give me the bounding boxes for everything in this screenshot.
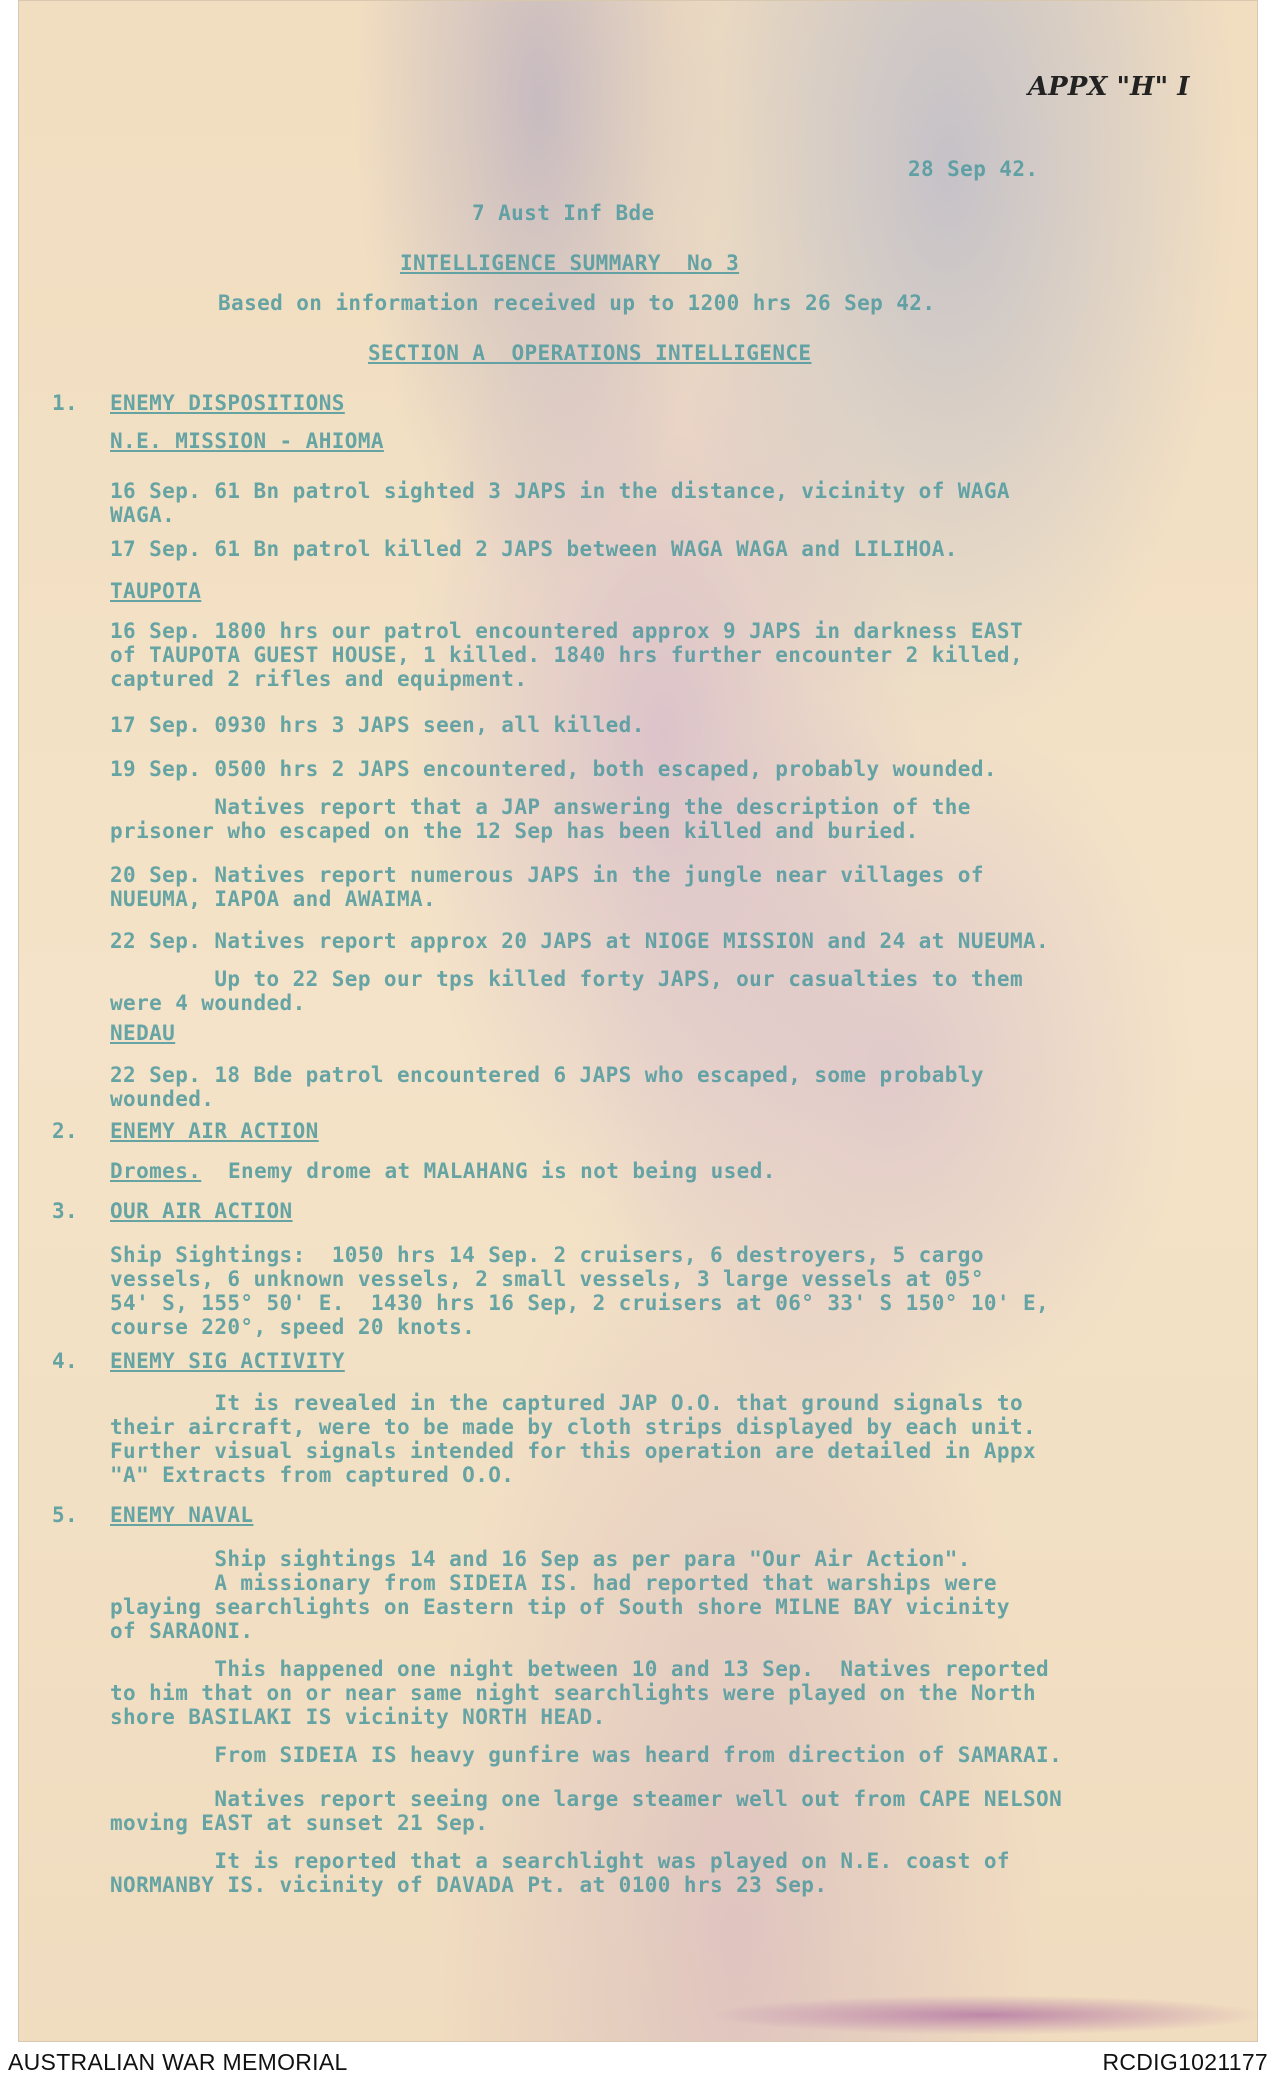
para-number: 5. [52, 1503, 79, 1527]
text-line: 16 Sep. 61 Bn patrol sighted 3 JAPS in the distance, vicinity of WAGA [110, 479, 1010, 503]
unit-name: 7 Aust Inf Bde [472, 201, 655, 225]
text-line: playing searchlights on Eastern tip of South shore MILNE BAY vicinity [110, 1595, 1010, 1619]
text-line: prisoner who escaped on the 12 Sep has been killed and buried. [110, 819, 919, 843]
sub-heading: NEDAU [110, 1021, 176, 1045]
text-line: It is revealed in the captured JAP O.O. that ground signals to [110, 1391, 1024, 1415]
text-line: 22 Sep. 18 Bde patrol encountered 6 JAPS who escaped, some probably [110, 1063, 984, 1087]
para-number: 1. [52, 391, 79, 415]
text-line: Natives report that a JAP answering the description of the [110, 795, 971, 819]
text-line: NORMANBY IS. vicinity of DAVADA Pt. at 0100 hrs 23 Sep. [110, 1873, 828, 1897]
text-line: 20 Sep. Natives report numerous JAPS in the jungle near villages of [110, 863, 984, 887]
text-line: 17 Sep. 61 Bn patrol killed 2 JAPS between WAGA WAGA and LILIHOA. [110, 537, 958, 561]
text-line: From SIDEIA IS heavy gunfire was heard from direction of SAMARAI. [110, 1743, 1063, 1767]
text-line: Up to 22 Sep our tps killed forty JAPS, our casualties to them [110, 967, 1024, 991]
para-heading: ENEMY SIG ACTIVITY [110, 1349, 345, 1373]
sub-heading: Dromes. [110, 1159, 202, 1183]
text-line: Ship Sightings: 1050 hrs 14 Sep. 2 cruisers, 6 destroyers, 5 cargo [110, 1243, 984, 1267]
para-heading: ENEMY AIR ACTION [110, 1119, 319, 1143]
text-line: vessels, 6 unknown vessels, 2 small vessels, 3 large vessels at 05° [110, 1267, 984, 1291]
text-line: to him that on or near same night searchlights were played on the North [110, 1681, 1037, 1705]
text-line: It is reported that a searchlight was played on N.E. coast of [110, 1849, 1010, 1873]
text-line: were 4 wounded. [110, 991, 306, 1015]
archive-id: RCDIG1021177 [1102, 2049, 1268, 2075]
para-number: 2. [52, 1119, 79, 1143]
para-heading: ENEMY DISPOSITIONS [110, 391, 345, 415]
text-line: Further visual signals intended for this operation are detailed in Appx [110, 1439, 1037, 1463]
para-number: 4. [52, 1349, 79, 1373]
text-line: 17 Sep. 0930 hrs 3 JAPS seen, all killed. [110, 713, 645, 737]
para-number: 3. [52, 1199, 79, 1223]
sub-heading: TAUPOTA [110, 579, 202, 603]
para-heading: ENEMY NAVAL [110, 1503, 254, 1527]
sub-heading: N.E. MISSION - AHIOMA [110, 429, 384, 453]
text-line: NUEUMA, IAPOA and AWAIMA. [110, 887, 437, 911]
text-line: Natives report seeing one large steamer well out from CAPE NELSON [110, 1787, 1063, 1811]
section-heading: SECTION A OPERATIONS INTELLIGENCE [368, 341, 812, 365]
text-line: 16 Sep. 1800 hrs our patrol encountered approx 9 JAPS in darkness EAST [110, 619, 1024, 643]
text-line: course 220°, speed 20 knots. [110, 1315, 476, 1339]
text-line: WAGA. [110, 503, 176, 527]
text-line: This happened one night between 10 and 13 Sep. Natives reported [110, 1657, 1050, 1681]
text-line: Ship sightings 14 and 16 Sep as per para "Our Air Action". [110, 1547, 971, 1571]
text-line: of SARAONI. [110, 1619, 254, 1643]
handwritten-appendix-mark: APPX "H" I [1028, 72, 1190, 102]
text-line: 22 Sep. Natives report approx 20 JAPS at NIOGE MISSION and 24 at NUEUMA. [110, 929, 1050, 953]
text-line: captured 2 rifles and equipment. [110, 667, 528, 691]
text-line: 19 Sep. 0500 hrs 2 JAPS encountered, both escaped, probably wounded. [110, 757, 997, 781]
text-line: moving EAST at sunset 21 Sep. [110, 1811, 489, 1835]
text-line: their aircraft, were to be made by cloth strips displayed by each unit. [110, 1415, 1037, 1439]
text-line: wounded. [110, 1087, 215, 1111]
text-line: "A" Extracts from captured O.O. [110, 1463, 515, 1487]
archive-credit: AUSTRALIAN WAR MEMORIAL [8, 2049, 348, 2075]
text-line: Enemy drome at MALAHANG is not being used. [228, 1159, 776, 1183]
para-heading: OUR AIR ACTION [110, 1199, 293, 1223]
document-date: 28 Sep 42. [908, 157, 1039, 181]
based-on-line: Based on information received up to 1200 hrs 26 Sep 42. [218, 291, 936, 315]
text-line: of TAUPOTA GUEST HOUSE, 1 killed. 1840 hrs further encounter 2 killed, [110, 643, 1024, 667]
text-line: shore BASILAKI IS vicinity NORTH HEAD. [110, 1705, 606, 1729]
ink-stain [708, 1995, 1268, 2035]
text-line: 54' S, 155° 50' E. 1430 hrs 16 Sep, 2 cruisers at 06° 33' S 150° 10' E, [110, 1291, 1050, 1315]
document-title: INTELLIGENCE SUMMARY No 3 [400, 251, 740, 275]
text-line: A missionary from SIDEIA IS. had reported that warships were [110, 1571, 997, 1595]
